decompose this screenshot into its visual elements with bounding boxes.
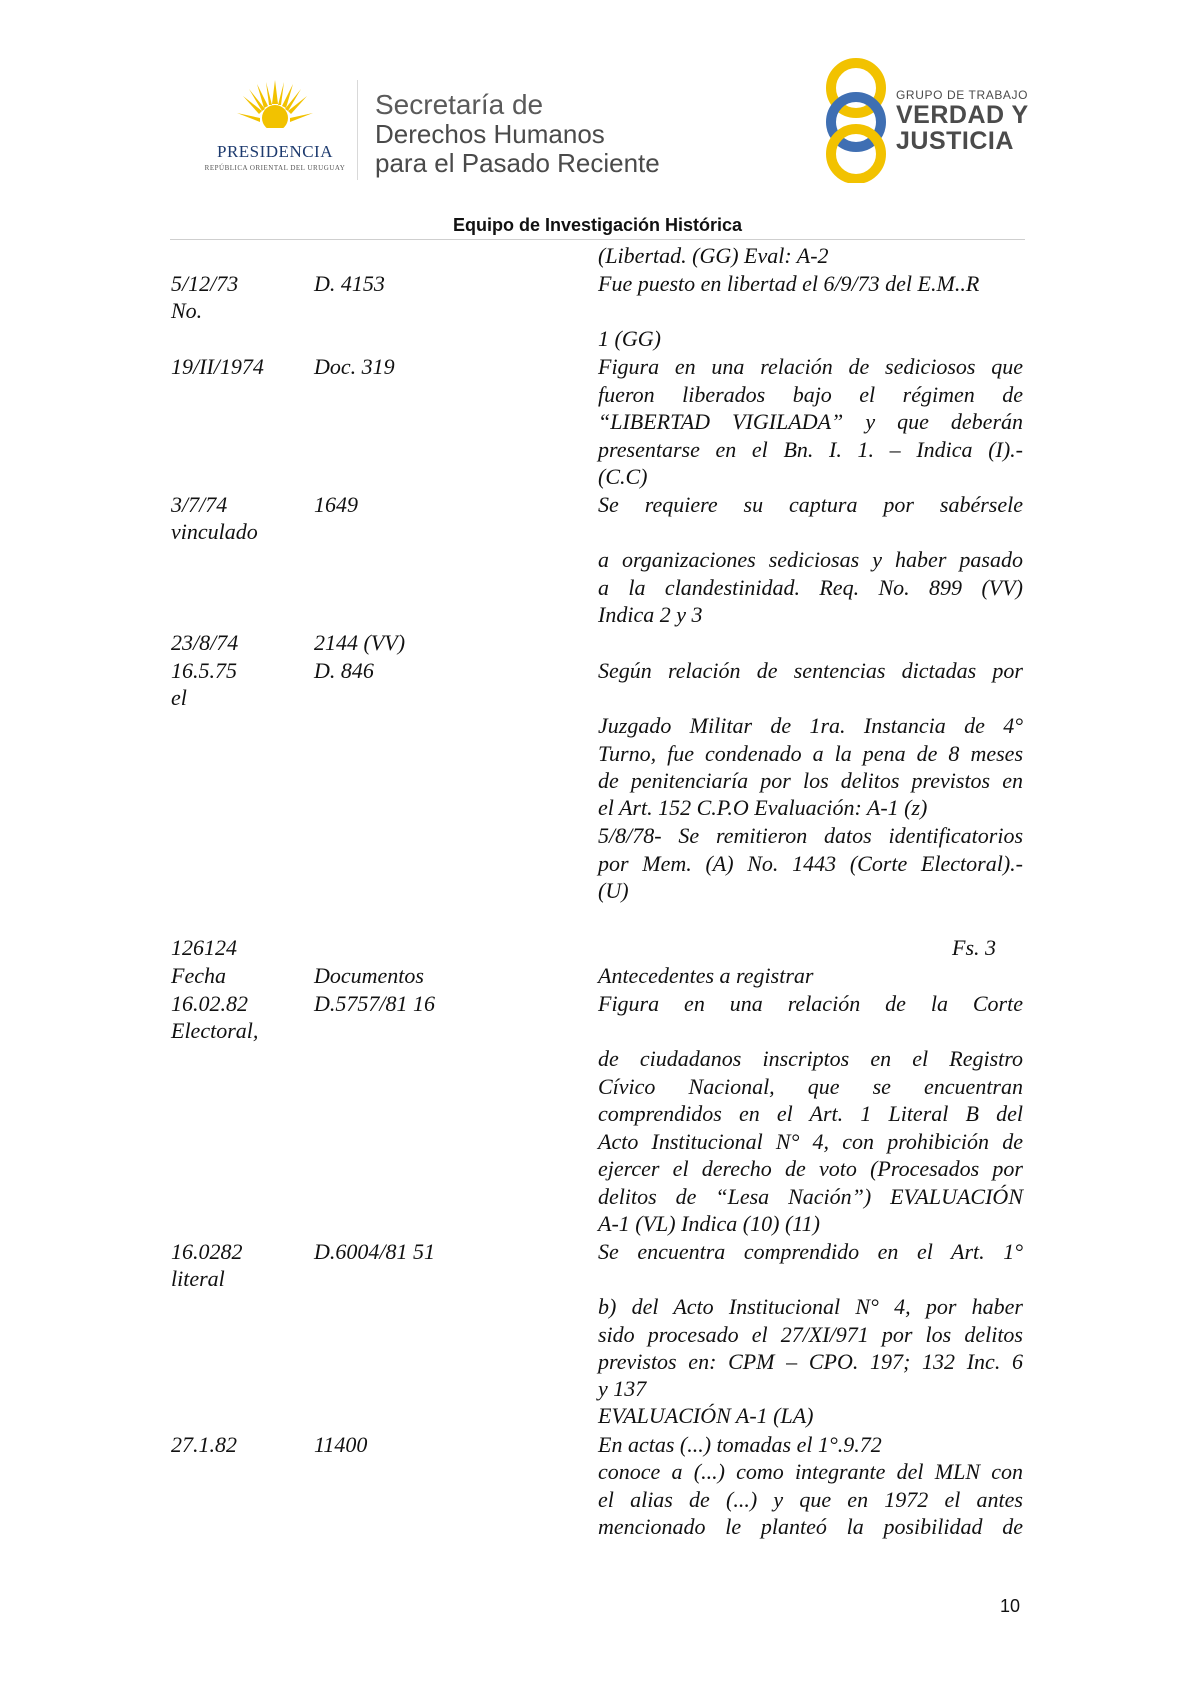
record-date: 27.1.82 <box>171 1432 237 1457</box>
record-date: 16.0282 <box>171 1239 243 1264</box>
column-header-fecha: Fecha <box>171 963 226 988</box>
record-line: por Mem. (A) No. 1443 (Corte Electoral).- <box>598 850 1023 876</box>
record-line: el alias de (...) y que en 1972 el antes <box>598 1486 1023 1512</box>
record-document: D. 4153 <box>314 271 385 296</box>
record-text: 1 (GG) <box>598 326 661 351</box>
record-line: Se encuentra comprendido en el Art. 1° <box>598 1239 1023 1264</box>
presidencia-subtitle: REPÚBLICA ORIENTAL DEL URUGUAY <box>204 164 346 172</box>
record-line: 5/8/78- Se remitieron datos identificatorios <box>598 823 1023 848</box>
record-line: A-1 (VL) Indica (10) (11) <box>598 1211 820 1236</box>
record-line: a organizaciones sediciosas y haber pasado <box>598 547 1023 572</box>
record-date: 16.02.82 <box>171 991 248 1016</box>
record-line: Turno, fue condenado a la pena de 8 meses <box>598 740 1023 766</box>
record-line: b) del Acto Institucional N° 4, por haber <box>598 1294 1023 1319</box>
column-header-documentos: Documentos <box>314 963 424 988</box>
column-header-antecedentes: Antecedentes a registrar <box>598 963 814 988</box>
gvj-line-3: JUSTICIA <box>896 127 1014 155</box>
record-line: “LIBERTAD VIGILADA” y que deberán <box>598 409 1023 434</box>
record-date-continuation: vinculado <box>171 519 258 544</box>
record-document: 11400 <box>314 1432 368 1457</box>
secretaria-line-3: para el Pasado Reciente <box>375 148 660 178</box>
record-document: D. 846 <box>314 658 374 683</box>
record-text: Fue puesto en libertad el 6/9/73 del E.M..R <box>598 271 980 296</box>
record-line: fueron liberados bajo el régimen de <box>598 381 1023 407</box>
folio-id: 126124 <box>171 935 237 960</box>
section-title: Equipo de Investigación Histórica <box>452 215 743 235</box>
record-line: de ciudadanos inscriptos en el Registro <box>598 1046 1023 1071</box>
record-date: 16.5.75 <box>171 658 237 683</box>
secretaria-line-1: Secretaría de <box>375 89 544 120</box>
gvj-line-1: GRUPO DE TRABAJO <box>896 88 1029 102</box>
record-line: mencionado le planteó la posibilidad de <box>598 1514 1023 1539</box>
record-date-continuation: el <box>171 685 187 710</box>
secretaria-line-2: Derechos Humanos <box>375 119 605 149</box>
record-document: D.6004/81 51 <box>314 1239 435 1264</box>
gvj-line-2: VERDAD Y <box>896 101 1029 129</box>
record-document: Doc. 319 <box>314 354 395 379</box>
record-line: (C.C) <box>598 464 648 489</box>
record-line: Figura en una relación de la Corte <box>598 991 1023 1016</box>
record-line: Cívico Nacional, que se encuentran <box>598 1073 1023 1099</box>
record-line: ejercer el derecho de voto (Procesados por <box>598 1156 1023 1181</box>
record-line: (U) <box>598 878 629 903</box>
record-date: 3/7/74 <box>171 492 228 517</box>
presidencia-title: PRESIDENCIA <box>216 142 333 161</box>
record-date-continuation: Electoral, <box>171 1018 259 1043</box>
record-line: Se requiere su captura por sabérsele <box>598 492 1023 517</box>
record-line: conoce a (...) como integrante del MLN con <box>598 1459 1023 1484</box>
record-line: Acto Institucional N° 4, con prohibición de <box>598 1128 1023 1154</box>
record-line: previstos en: CPM – CPO. 197; 132 Inc. 6 <box>598 1349 1023 1374</box>
record-line: delitos de “Lesa Nación”) EVALUACIÓN <box>598 1183 1023 1209</box>
record-date: 19/II/1974 <box>171 354 264 379</box>
record-line: presentarse en el Bn. I. 1. – Indica (I).- <box>598 436 1023 462</box>
record-line: EVALUACIÓN A-1 (LA) <box>598 1403 814 1428</box>
record-line: Figura en una relación de sediciosos que <box>598 354 1023 379</box>
record-line: comprendidos en el Art. 1 Literal B del <box>598 1101 1023 1126</box>
record-line: sido procesado el 27/XI/971 por los delitos <box>598 1321 1023 1347</box>
record-line: y 137 <box>598 1376 647 1401</box>
record-date-continuation: literal <box>171 1266 225 1291</box>
page-number: 10 <box>1000 1596 1021 1616</box>
folio-number: Fs. 3 <box>952 935 996 960</box>
record-text: (Libertad. (GG) Eval: A-2 <box>598 243 829 268</box>
record-line: de penitenciaría por los delitos previstos en <box>598 768 1023 793</box>
record-date: 5/12/73 <box>171 271 239 296</box>
record-line: Juzgado Militar de 1ra. Instancia de 4° <box>598 713 1023 738</box>
record-document: 2144 (VV) <box>314 630 406 655</box>
record-line: a la clandestinidad. Req. No. 899 (VV) <box>598 574 1023 600</box>
record-line: Indica 2 y 3 <box>598 602 703 627</box>
record-document: 1649 <box>314 492 358 517</box>
record-date-continuation: No. <box>171 298 203 323</box>
record-date: 23/8/74 <box>171 630 239 655</box>
record-line: En actas (...) tomadas el 1°.9.72 <box>598 1432 882 1457</box>
record-line: el Art. 152 C.P.O Evaluación: A-1 (z) <box>598 795 928 820</box>
record-document: D.5757/81 16 <box>314 991 435 1016</box>
record-line: Según relación de sentencias dictadas por <box>598 658 1023 683</box>
